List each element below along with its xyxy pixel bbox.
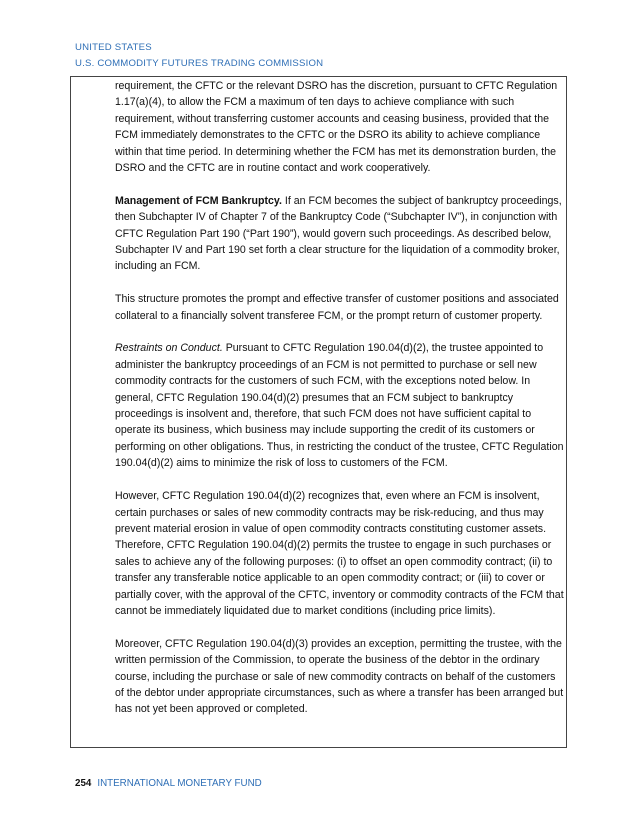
paragraph-4-body: Pursuant to CFTC Regulation 190.04(d)(2), the trustee appointed to administer the bankruptcy proceedings of an FCM is not permitted to purchase or sell new commodity contracts for the customers of such FCM, with the exceptions noted below. In general, CFTC Regulation 190.04(d)(2) presumes that an FCM subject to bankruptcy proceedings is insolvent and, therefore, that such FCM does not have sufficient capital to operate its business, which business may include supporting the credit of its customers or performing on other obligations. Thus, in restricting the conduct of the trustee, CFTC Regulation 190.04(d)(2) aims to minimize the risk of loss to customers of the FCM. xyxy=(115,342,564,470)
paragraph-3: This structure promotes the prompt and effective transfer of customer positions and associated collateral to a financially solvent transferee FCM, or the prompt return of customer property. xyxy=(115,293,559,322)
page-footer xyxy=(75,777,262,791)
paragraph-5: However, CFTC Regulation 190.04(d)(2) recognizes that, even where an FCM is insolvent, certain purchases or sales of new commodity contracts may be risk-reducing, and thus may prevent material erosion in value of open commodity contracts constituting customer assets. Therefore, CFTC Regulation 190.04(d)(2) permits the trustee to engage in such purchases or sales to achieve any of the following purposes: (i) to offset an open commodity contract; (ii) to transfer any transferable notice applicable to an open commodity contract; or (iii) to cover or partially cover, with the approval of the CFTC, inventory or commodity contracts of the FCM that cannot be immediately liquidated due to market conditions (including price limits). xyxy=(115,490,564,617)
header-country: UNITED STATES xyxy=(75,42,152,53)
paragraph-2-heading: Management of FCM Bankruptcy. xyxy=(115,194,282,207)
paragraph-6: Moreover, CFTC Regulation 190.04(d)(3) provides an exception, permitting the trustee, with the written permission of the Commission, to operate the business of the debtor in the ordinary course, including the purchase or sale of new commodity contracts on behalf of the customers of the debtor under appropriate circumstances, such as where a transfer has been arranged but has not yet been approved or completed. xyxy=(115,637,564,716)
header-agency: U.S. COMMODITY FUTURES TRADING COMMISSION xyxy=(75,58,324,69)
body-text xyxy=(115,78,565,734)
page-number: 254 xyxy=(75,778,92,789)
paragraph-1: requirement, the CFTC or the relevant DSRO has the discretion, pursuant to CFTC Regulation 1.17(a)(4), to allow the FCM a maximum of ten days to achieve compliance with such requirement, without transferring customer accounts and ceasing business, provided that the FCM immediately demonstrates to the CFTC or the DSRO its ability to achieve compliance within that time period. In determining whether the FCM has met its demonstration burden, the DSRO and the CFTC are in routine contact and work cooperatively. xyxy=(115,80,558,175)
paragraph-4 xyxy=(115,340,565,471)
paragraph-4-heading: Restraints on Conduct. xyxy=(115,342,223,355)
paragraph-2-body: If an FCM becomes the subject of bankruptcy proceedings, then Subchapter IV of Chapter 7 of the Bankruptcy Code (“Subchapter IV”), in conjunction with CFTC Regulation Part 190 (“Part 190”), would govern such proceedings. As described below, Subchapter IV and Part 190 set forth a clear structure for the liquidation of a commodity broker, including an FCM. xyxy=(115,194,562,273)
running-header xyxy=(75,40,323,72)
paragraph-2 xyxy=(115,193,565,275)
footer-publisher: INTERNATIONAL MONETARY FUND xyxy=(97,778,262,789)
